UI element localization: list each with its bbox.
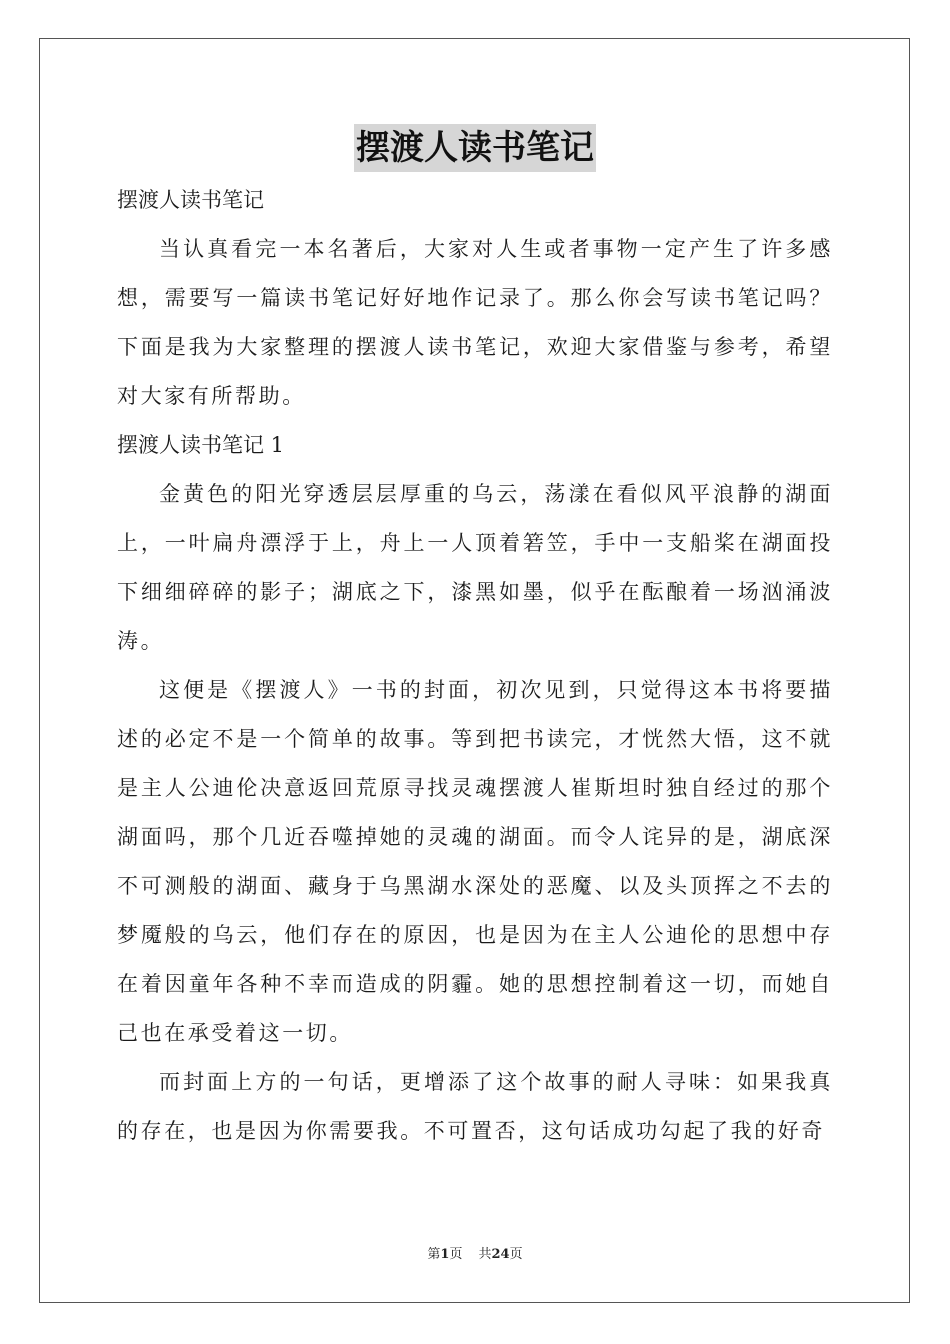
total-pages: 24 (491, 1247, 510, 1262)
total-prefix: 共 (478, 1247, 492, 1262)
section-heading: 摆渡人读书笔记 1 (117, 433, 285, 457)
document-body (117, 176, 833, 1156)
page-suffix: 页 (449, 1247, 463, 1262)
body-paragraph-1: 金黄色的阳光穿透层层厚重的乌云，荡漾在看似风平浪静的湖面上，一叶扁舟漂浮于上，舟上一人顶着箬笠，手中一支船桨在湖面投下细细碎碎的影子；湖底之下，漆黑如墨，似乎在酝酿着一场汹涌波涛。 (117, 482, 833, 653)
body-paragraph-3: 而封面上方的一句话，更增添了这个故事的耐人寻味：如果我真的存在，也是因为你需要我。不可置否，这句话成功勾起了我的好奇 (117, 1070, 833, 1143)
subtitle-line: 摆渡人读书笔记 (117, 188, 264, 212)
page-prefix: 第 (427, 1247, 441, 1262)
total-suffix: 页 (509, 1247, 523, 1262)
page-footer (0, 1245, 950, 1265)
intro-paragraph: 当认真看完一本名著后，大家对人生或者事物一定产生了许多感想，需要写一篇读书笔记好好地作记录了。那么你会写读书笔记吗？下面是我为大家整理的摆渡人读书笔记，欢迎大家借鉴与参考，希望对大家有所帮助。 (117, 237, 833, 408)
document-title: 摆渡人读书笔记 (354, 124, 596, 172)
title-container (0, 124, 950, 172)
page-number: 1 (440, 1247, 450, 1262)
body-paragraph-2: 这便是《摆渡人》一书的封面，初次见到，只觉得这本书将要描述的必定不是一个简单的故事。等到把书读完，才恍然大悟，这不就是主人公迪伦决意返回荒原寻找灵魂摆渡人崔斯坦时独自经过的那个湖面吗，那个几近吞噬掉她的灵魂的湖面。而令人诧异的是，湖底深不可测般的湖面、藏身于乌黑湖水深处的恶魔、以及头顶挥之不去的梦魇般的乌云，他们存在的原因，也是因为在主人公迪伦的思想中存在着因童年各种不幸而造成的阴霾。她的思想控制着这一切，而她自己也在承受着这一切。 (117, 678, 833, 1045)
